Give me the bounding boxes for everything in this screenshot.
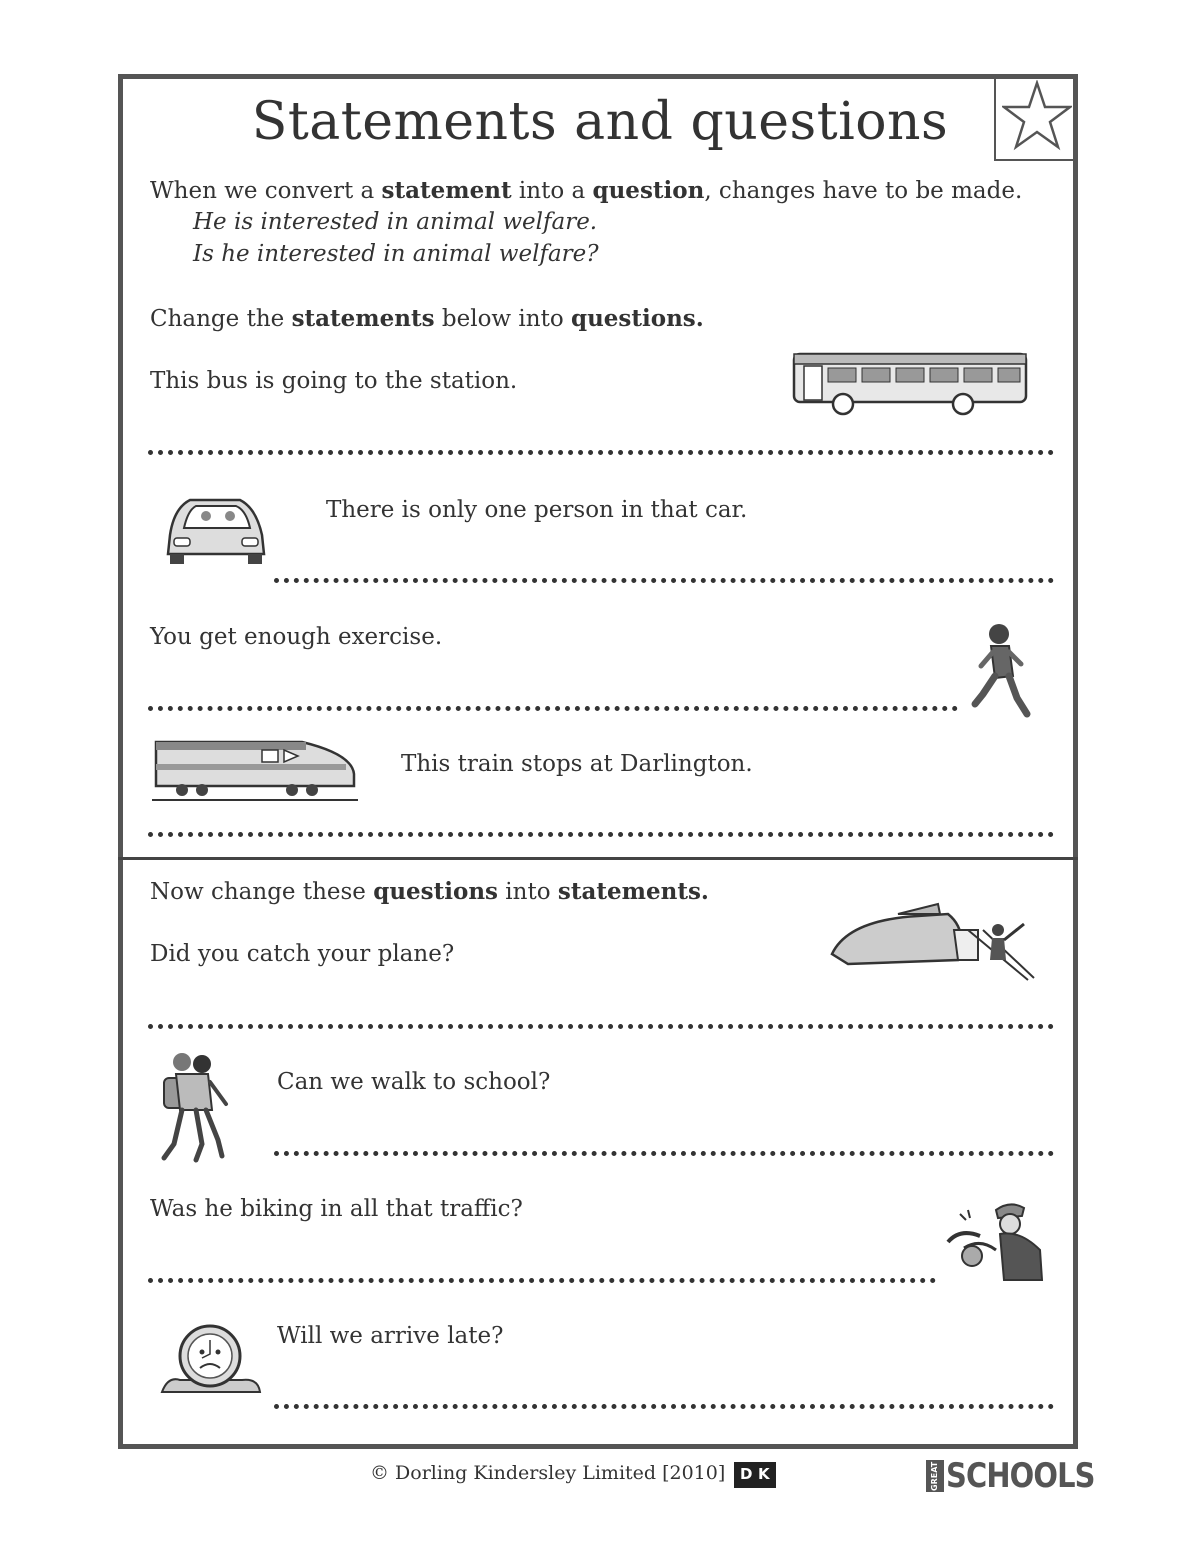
- answer-line-8[interactable]: [274, 1404, 1054, 1409]
- dk-logo-k: K: [758, 1465, 770, 1483]
- section-divider: [118, 857, 1078, 860]
- dk-logo: [734, 1462, 776, 1488]
- plane-icon: [828, 900, 1054, 996]
- question-3: Was he biking in all that traffic?: [150, 1196, 523, 1222]
- question-4: Will we arrive late?: [277, 1323, 504, 1349]
- answer-line-2[interactable]: [274, 578, 1054, 583]
- answer-line-4[interactable]: [148, 832, 1054, 837]
- greatschools-logo-schools: SCHOOLS: [946, 1456, 1095, 1496]
- statement-3: You get enough exercise.: [150, 624, 443, 650]
- question-1: Did you catch your plane?: [150, 941, 455, 967]
- car-icon: [160, 490, 272, 568]
- section1-instruction: Change the statements below into questions.: [150, 305, 704, 332]
- copyright-text: © Dorling Kindersley Limited [2010]: [370, 1462, 726, 1484]
- example-statement: He is interested in animal welfare.: [193, 209, 598, 235]
- runner-icon: [965, 620, 1039, 722]
- answer-line-7[interactable]: [148, 1278, 936, 1283]
- statement-2: There is only one person in that car.: [326, 497, 748, 523]
- sad-clock-icon: [158, 1320, 264, 1400]
- answer-line-3[interactable]: [148, 706, 958, 711]
- intro-text: When we convert a statement into a question, changes have to be made.: [150, 177, 1023, 204]
- train-icon: [152, 732, 358, 808]
- answer-line-5[interactable]: [148, 1024, 1054, 1029]
- greatschools-logo-great: GREAT: [926, 1460, 944, 1492]
- page-title: Statements and questions: [251, 92, 949, 152]
- section2-instruction: Now change these questions into statements.: [150, 878, 709, 905]
- statement-1: This bus is going to the station.: [150, 368, 518, 394]
- answer-line-1[interactable]: [148, 450, 1054, 455]
- question-2: Can we walk to school?: [277, 1069, 551, 1095]
- answer-line-6[interactable]: [274, 1151, 1054, 1156]
- cyclist-icon: [940, 1200, 1050, 1292]
- statement-4: This train stops at Darlington.: [401, 751, 753, 777]
- children-walking-icon: [152, 1048, 236, 1166]
- bus-icon: [788, 348, 1033, 416]
- dk-logo-d: D: [740, 1465, 753, 1483]
- example-question: Is he interested in animal welfare?: [193, 241, 599, 267]
